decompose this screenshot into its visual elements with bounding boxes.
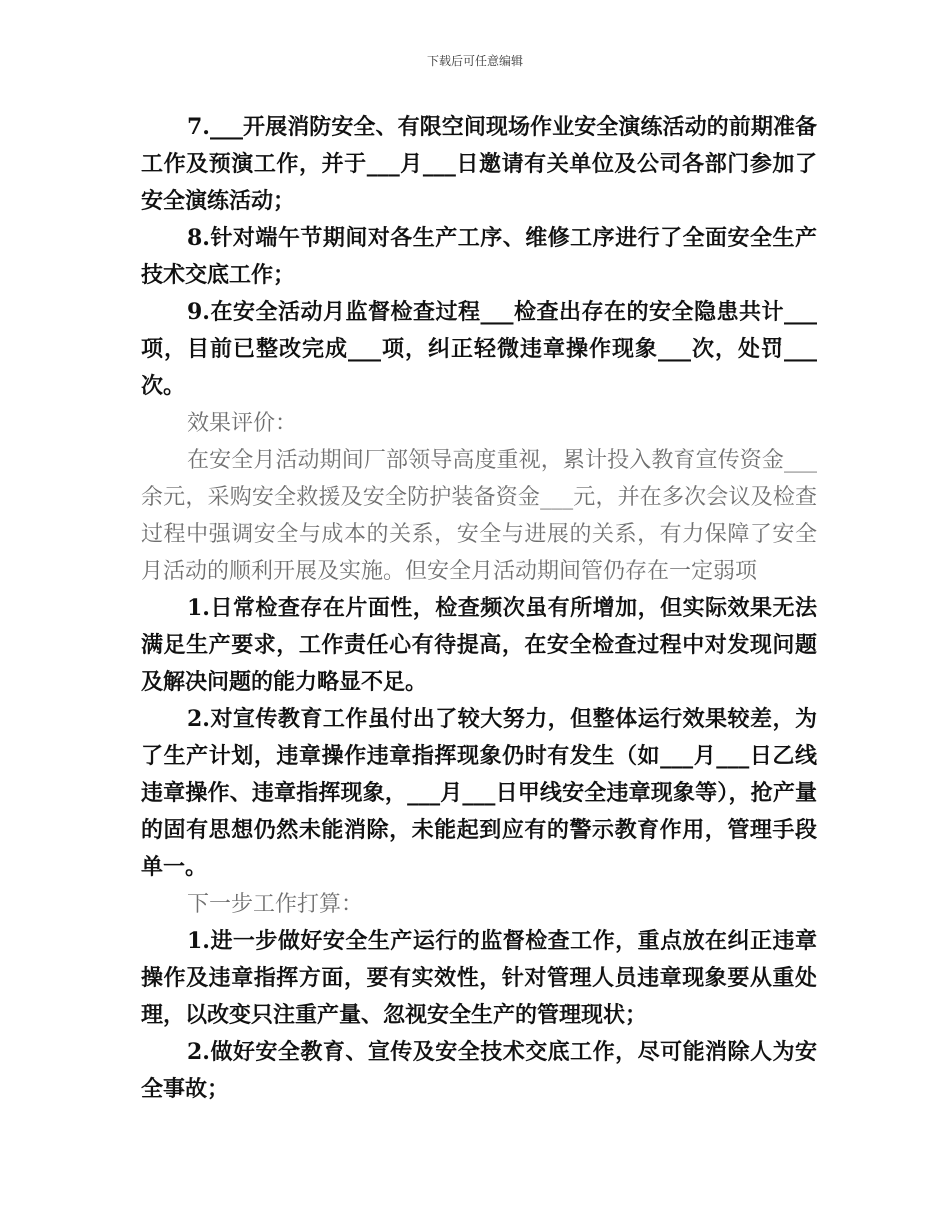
- section-heading-evaluation: 效果评价：: [187, 411, 298, 436]
- paragraph-evaluation: 在安全月活动期间厂部领导高度重视，累计投入教育宣传资金___余元，采购安全救援及安全防护装备资金___元，并在多次会议及检查过程中强调安全与成本的关系，安全与进展的关系，有力保障了安全月活动的顺利开展及实施。但安全月活动期间管仍存在一定弱项: [141, 448, 817, 584]
- document-body: [141, 109, 817, 1108]
- paragraph-weakness-1: 1.日常检查存在片面性，检查频次虽有所增加，但实际效果无法满足生产要求，工作责任心有待提高，在安全检查过程中对发现问题及解决问题的能力略显不足。: [141, 595, 817, 695]
- paragraph-item-7: 7.___开展消防安全、有限空间现场作业安全演练活动的前期准备工作及预演工作，并于___月___日邀请有关单位及公司各部门参加了安全演练活动；: [141, 114, 817, 214]
- paragraph-next-step-2: 2.做好安全教育、宣传及安全技术交底工作，尽可能消除人为安全事故；: [141, 1039, 817, 1102]
- paragraph-item-9: 9.在安全活动月监督检查过程___检查出存在的安全隐患共计___项，目前已整改完成___项，纠正轻微违章操作现象___次，处罚___次。: [141, 299, 817, 399]
- paragraph-weakness-2: 2.对宣传教育工作虽付出了较大努力，但整体运行效果较差，为了生产计划，违章操作违章指挥现象仍时有发生（如___月___日乙线违章操作、违章指挥现象，___月___日甲线安全违章现象等），抢产量的固有思想仍然未能消除，未能起到应有的警示教育作用，管理手段单一。: [141, 706, 817, 880]
- paragraph-next-step-1: 1.进一步做好安全生产运行的监督检查工作，重点放在纠正违章操作及违章指挥方面，要有实效性，针对管理人员违章现象要从重处理，以改变只注重产量、忽视安全生产的管理现状；: [141, 928, 817, 1028]
- paragraph-item-8: 8.针对端午节期间对各生产工序、维修工序进行了全面安全生产技术交底工作；: [141, 225, 817, 288]
- section-heading-next-steps: 下一步工作打算：: [187, 892, 364, 917]
- page-header: 下载后可任意编辑: [426, 54, 523, 68]
